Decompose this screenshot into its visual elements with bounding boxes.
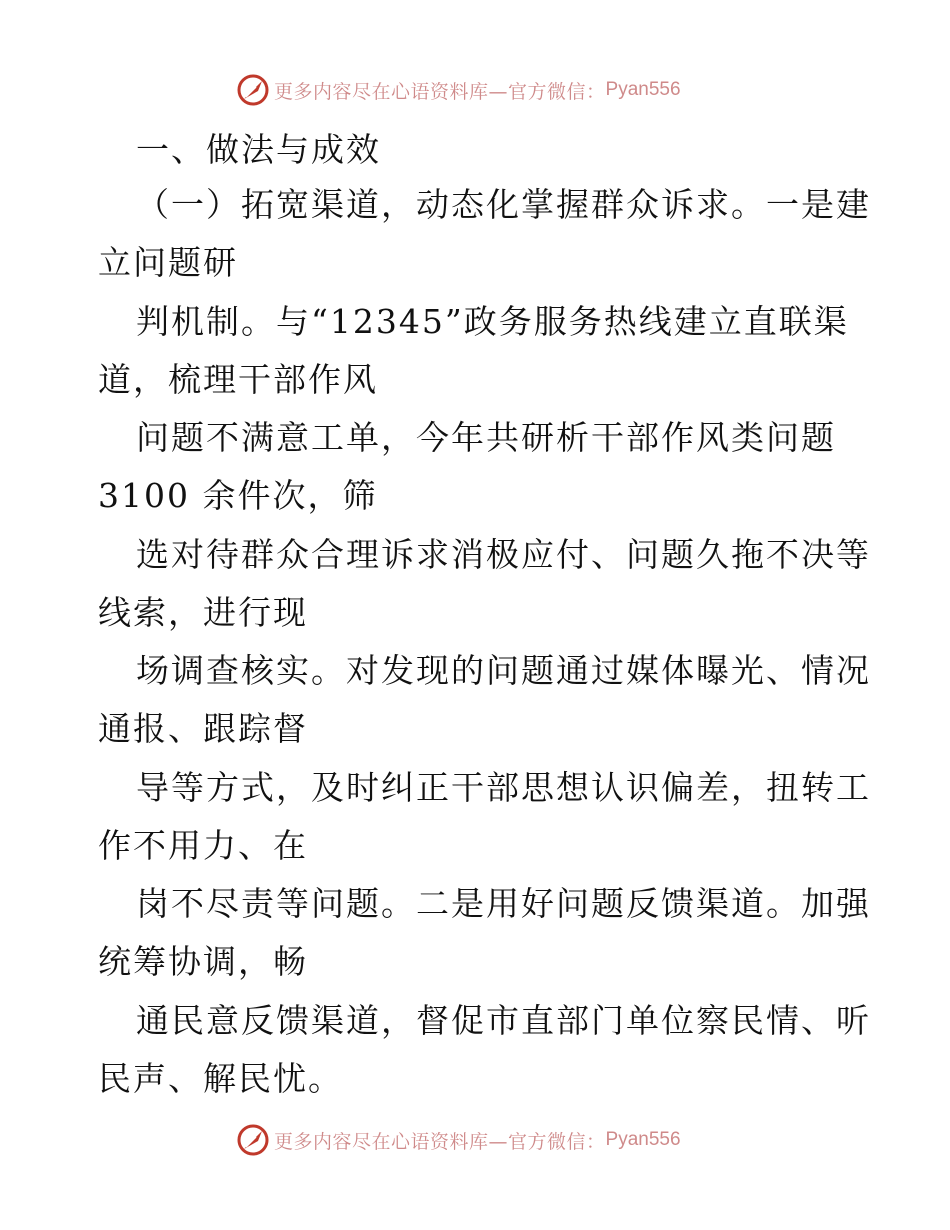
paragraph-line: 通报、跟踪督 — [98, 709, 308, 748]
watermark-text: 更多内容尽在心语资料库—官方微信： — [274, 1130, 606, 1153]
watermark-text: 更多内容尽在心语资料库—官方微信： — [274, 80, 606, 103]
paragraph-line: （一）拓宽渠道，动态化掌握群众诉求。一是建 — [136, 185, 871, 224]
watermark-wechat-id: Pyan556 — [605, 79, 681, 100]
paragraph-line: 场调查核实。对发现的问题通过媒体曝光、情况 — [136, 651, 871, 690]
paragraph-line: 岗不尽责等问题。二是用好问题反馈渠道。加强 — [136, 884, 871, 923]
paragraph-line: 选对待群众合理诉求消极应付、问题久拖不决等 — [136, 535, 871, 574]
watermark-wechat-id: Pyan556 — [605, 1129, 681, 1150]
quill-logo-icon — [236, 1123, 270, 1157]
paragraph-line: 通民意反馈渠道，督促市直部门单位察民情、听 — [136, 1001, 871, 1040]
footer-watermark — [236, 1122, 681, 1158]
header-watermark — [236, 72, 681, 108]
paragraph-line: 3100 余件次，筛 — [98, 476, 378, 515]
paragraph-line: 统筹协调，畅 — [98, 942, 308, 981]
paragraph-line: 作不用力、在 — [98, 826, 308, 865]
paragraph-line: 道，梳理干部作风 — [98, 360, 378, 399]
paragraph-line: 导等方式，及时纠正干部思想认识偏差，扭转工 — [136, 768, 871, 807]
paragraph-line: 民声、解民忧。 — [98, 1059, 343, 1098]
paragraph-line: 线索，进行现 — [98, 593, 308, 632]
section-heading: 一、做法与成效 — [136, 130, 381, 169]
quill-logo-icon — [236, 73, 270, 107]
paragraph-line: 立问题研 — [98, 243, 238, 282]
paragraph-line: 判机制。与“12345”政务服务热线建立直联渠 — [136, 302, 849, 341]
paragraph-line: 问题不满意工单，今年共研析干部作风类问题 — [136, 418, 836, 457]
